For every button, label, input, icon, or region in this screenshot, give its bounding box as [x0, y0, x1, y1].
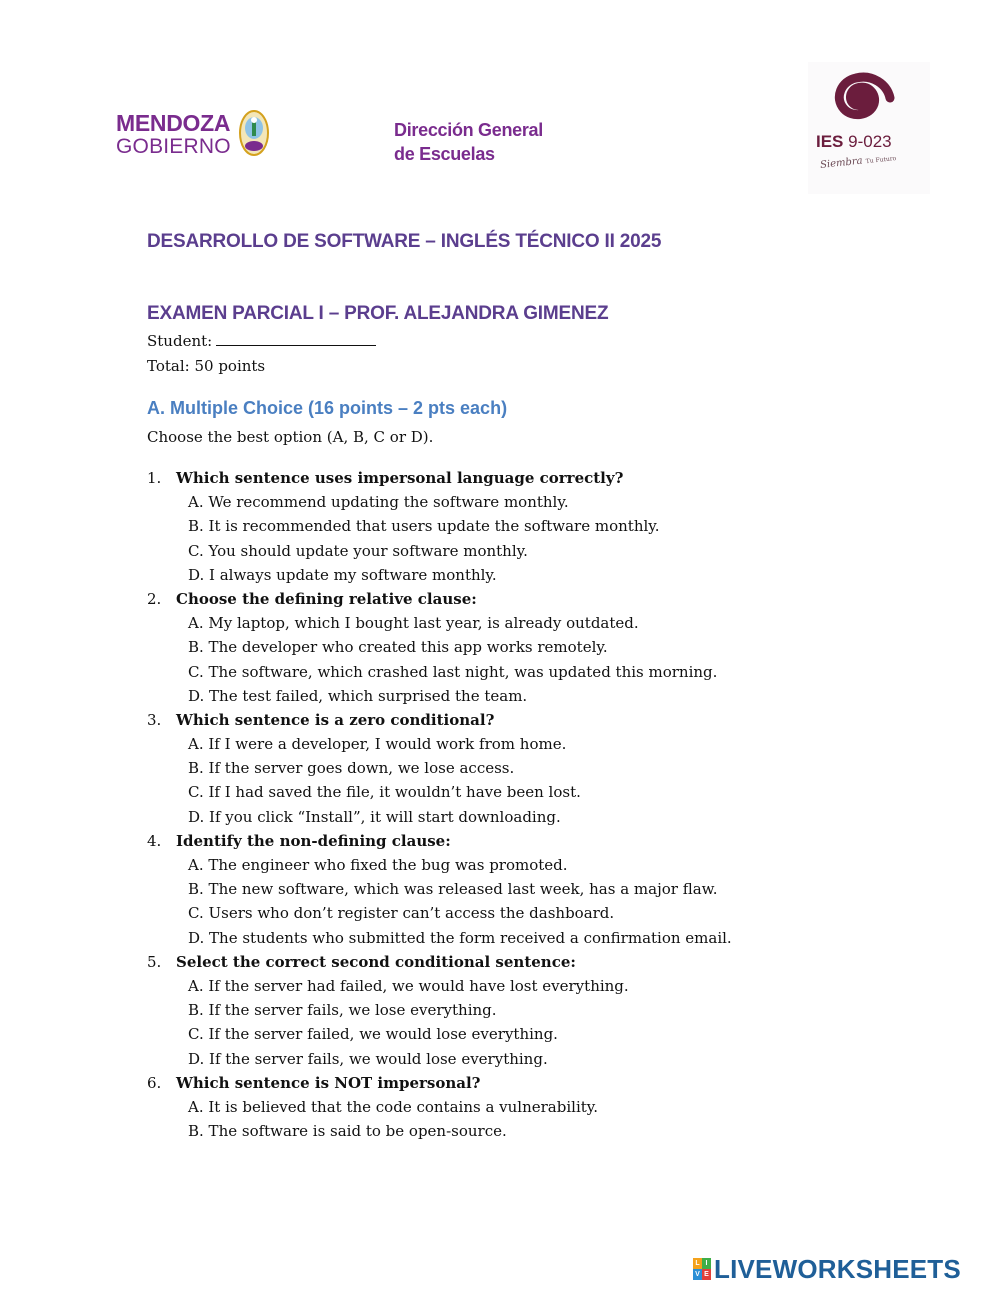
answer-option[interactable]: A. It is believed that the code contains a vulnerability.	[188, 1097, 599, 1116]
answer-option[interactable]: A. The engineer who fixed the bug was promoted.	[188, 856, 568, 874]
answer-option[interactable]: B. The developer who created this app works remotely.	[188, 638, 608, 657]
ies-logo	[808, 62, 930, 194]
answer-option[interactable]: C. The software, which crashed last night, was updated this morning.	[188, 662, 718, 681]
student-line	[147, 332, 376, 350]
question-text: Which sentence is a zero conditional?	[176, 710, 495, 729]
answer-option[interactable]: B. If the server goes down, we lose access.	[188, 759, 515, 778]
answer-option[interactable]: A. If I were a developer, I would work from home.	[188, 735, 567, 754]
question-2	[147, 587, 787, 708]
answer-option[interactable]: B. If the server fails, we lose everything.	[188, 1001, 497, 1020]
mendoza-shield-icon	[238, 108, 270, 158]
answer-option[interactable]: A. My laptop, which I bought last year, is already outdated.	[188, 614, 639, 633]
section-a-instructions: Choose the best option (A, B, C or D).	[147, 428, 434, 446]
answer-option[interactable]: C. You should update your software monthly.	[188, 541, 528, 560]
question-5	[147, 950, 787, 1071]
total-points: Total: 50 points	[147, 357, 266, 375]
answer-option[interactable]: B. The new software, which was released last week, has a major flaw.	[188, 880, 718, 899]
ies-tagline: Siembra Tu Futuro	[819, 155, 897, 171]
answer-option[interactable]: D. The test failed, which surprised the team.	[188, 686, 528, 705]
question-number: 6.	[147, 1073, 162, 1092]
question-number: 3.	[147, 710, 162, 729]
liveworksheets-logo-text: LIVEWORKSHEETS	[714, 1253, 961, 1284]
dge-logo	[394, 118, 543, 166]
question-1	[147, 466, 787, 587]
question-heading	[147, 587, 787, 611]
dge-line-2: de Escuelas	[394, 144, 495, 164]
question-text: Which sentence is NOT impersonal?	[176, 1073, 481, 1092]
dge-line-1: Dirección General	[394, 120, 543, 140]
liveworksheets-brand	[693, 1254, 961, 1284]
ies-name: IES 9-023	[816, 132, 892, 151]
answer-option[interactable]: B. The software is said to be open-source.	[188, 1122, 507, 1141]
mendoza-logo-text: MENDOZA	[116, 110, 231, 136]
answer-option[interactable]: C. If I had saved the file, it wouldn’t have been lost.	[188, 783, 581, 802]
spiral-icon	[814, 64, 900, 132]
answer-option[interactable]: C. If the server failed, we would lose everything.	[188, 1025, 558, 1044]
question-4	[147, 829, 787, 950]
question-heading	[147, 950, 787, 974]
question-6	[147, 1071, 787, 1144]
answer-option[interactable]: D. The students who submitted the form received a confirmation email.	[188, 928, 732, 947]
question-heading	[147, 708, 787, 732]
course-title: DESARROLLO DE SOFTWARE – INGLÉS TÉCNICO II 2025	[147, 231, 662, 252]
mendoza-gobierno-logo	[116, 108, 276, 160]
question-list	[147, 466, 787, 1143]
gobierno-logo-text: GOBIERNO	[116, 135, 231, 158]
question-number: 4.	[147, 831, 162, 850]
answer-option[interactable]: B. It is recommended that users update the software monthly.	[188, 517, 660, 536]
answer-option[interactable]: A. If the server had failed, we would have lost everything.	[188, 976, 629, 995]
student-name-blank[interactable]	[216, 332, 376, 346]
question-heading	[147, 1071, 787, 1095]
question-text: Identify the non-defining clause:	[176, 831, 451, 850]
answer-option[interactable]: A. We recommend updating the software monthly.	[188, 493, 569, 512]
question-number: 1.	[147, 469, 162, 487]
question-3	[147, 708, 787, 829]
question-heading	[147, 466, 787, 490]
student-label: Student:	[147, 332, 213, 350]
answer-option[interactable]: C. Users who don’t register can’t access the dashboard.	[188, 904, 615, 923]
answer-option[interactable]: D. If you click “Install”, it will start downloading.	[188, 807, 561, 826]
question-number: 2.	[147, 589, 162, 608]
answer-option[interactable]: D. If the server fails, we would lose everything.	[188, 1049, 548, 1068]
section-a-title: A. Multiple Choice (16 points – 2 pts each)	[147, 398, 508, 418]
question-number: 5.	[147, 952, 162, 971]
question-text: Choose the defining relative clause:	[176, 589, 477, 608]
exam-title: EXAMEN PARCIAL I – PROF. ALEJANDRA GIMENEZ	[147, 303, 609, 324]
liveworksheets-badge-icon: L I V E	[693, 1258, 711, 1280]
question-heading	[147, 829, 787, 853]
question-text: Select the correct second conditional sentence:	[176, 952, 576, 971]
question-text: Which sentence uses impersonal language correctly?	[176, 469, 624, 487]
answer-option[interactable]: D. I always update my software monthly.	[188, 565, 497, 584]
